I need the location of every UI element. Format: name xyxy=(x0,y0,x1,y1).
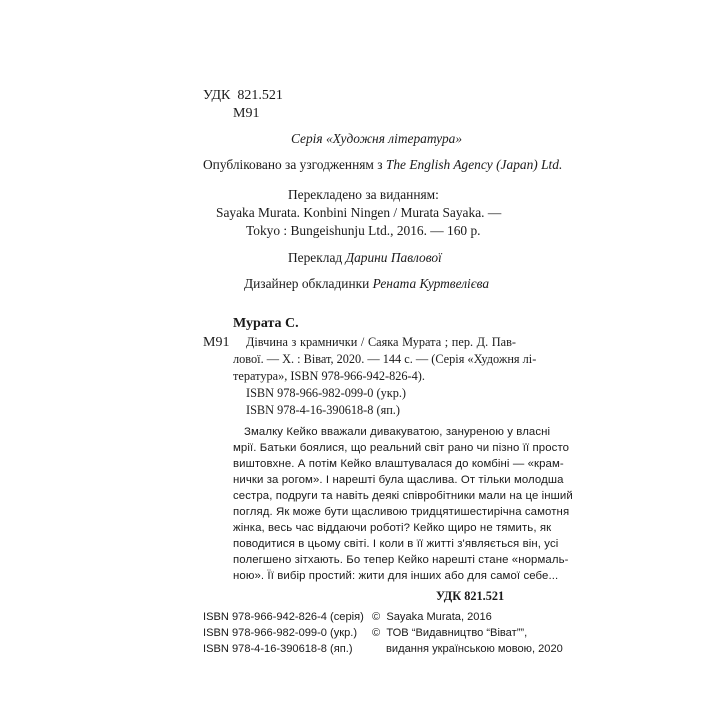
catalog-isbn-ukr: ISBN 978-966-982-099-0 (укр.) xyxy=(246,386,407,400)
translator-line xyxy=(288,251,442,264)
imprint-isbn-jp: ISBN 978-4-16-390618-8 (яп.) xyxy=(203,643,353,655)
translated-from-heading: Перекладено за виданням: xyxy=(288,187,439,202)
cover-designer-name: Рената Куртвелієва xyxy=(372,276,490,291)
copyright-author xyxy=(372,612,492,623)
agreement-line xyxy=(203,158,562,171)
copyright-author-text: Sayaka Murata, 2016 xyxy=(386,611,492,623)
annotation-line: поводитися в цьому світі. І коли в її житті з'являється він, усі xyxy=(233,538,559,550)
copyright-publisher xyxy=(372,628,527,639)
copyright-publisher-text: ТОВ “Видавництво “Віват””, xyxy=(386,627,528,639)
annotation-line: виштовхне. А потім Кейко влаштувалася до комбіні — «крам- xyxy=(233,458,564,470)
original-publisher-line: Tokyo : Bungeishunju Ltd., 2016. — 160 p. xyxy=(246,223,481,238)
annotation-line: мрії. Батьки боялися, що реальний світ рано чи пізно її просто xyxy=(233,442,570,454)
copyright-symbol: © xyxy=(372,627,381,639)
annotation-line: жінка, весь час віддаючи роботі? Кейко щиро не тямить, як xyxy=(233,522,552,534)
imprint-isbn-series: ISBN 978-966-942-826-4 (серія) xyxy=(203,611,364,623)
original-title-line: Sayaka Murata. Konbini Ningen / Murata Sayaka. — xyxy=(216,205,502,220)
annotation-line: погляд. Як може бути щасливою тридцятишестирічна самотня xyxy=(233,506,570,518)
catalog-line-3: тература», ISBN 978-966-942-826-4). xyxy=(233,369,425,383)
annotation-line: Змалку Кейко вважали дивакуватою, зануреною у власні xyxy=(244,426,551,438)
author-mark: М91 xyxy=(233,106,260,121)
copyright-symbol: © xyxy=(372,611,381,623)
udk-label: УДК xyxy=(203,88,231,103)
catalog-mark: М91 xyxy=(203,335,230,350)
series-line: Серія «Художня література» xyxy=(291,131,463,146)
agency-name: The English Agency (Japan) Ltd. xyxy=(385,157,563,172)
translator-label: Переклад xyxy=(288,250,343,265)
cover-designer-label: Дизайнер обкладинки xyxy=(244,276,370,291)
annotation-udk: УДК 821.521 xyxy=(436,589,505,603)
catalog-line-2: лової. — Х. : Віват, 2020. — 144 с. — (Серія «Художня лі- xyxy=(233,352,537,366)
translator-name: Дарини Павлової xyxy=(345,250,442,265)
annotation-line: сестра, подруги та навіть деякі співробітники мали на це інший xyxy=(233,490,573,502)
imprint-isbn-ukr: ISBN 978-966-982-099-0 (укр.) xyxy=(203,627,358,639)
catalog-isbn-jp: ISBN 978-4-16-390618-8 (яп.) xyxy=(246,403,400,417)
catalog-line-1: Дівчина з крамнички / Саяка Мурата ; пер. Д. Пав- xyxy=(246,335,516,349)
annotation-line: нички за рогом». І нарешті була щаслива. От тільки молодша xyxy=(233,474,564,486)
udk-line xyxy=(203,89,283,103)
annotation-line: ною». Її вибір простий: жити для інших або для самої себе... xyxy=(233,570,559,582)
catalog-author: Мурата С. xyxy=(233,316,299,331)
copyright-edition: видання українською мовою, 2020 xyxy=(386,643,563,655)
udk-value: 821.521 xyxy=(237,88,283,103)
agreement-prefix: Опубліковано за узгодженням з xyxy=(203,157,383,172)
annotation-line: полегшено зітхають. Бо тепер Кейко нарешті стане «нормаль- xyxy=(233,554,569,566)
cover-designer-line xyxy=(244,277,489,290)
